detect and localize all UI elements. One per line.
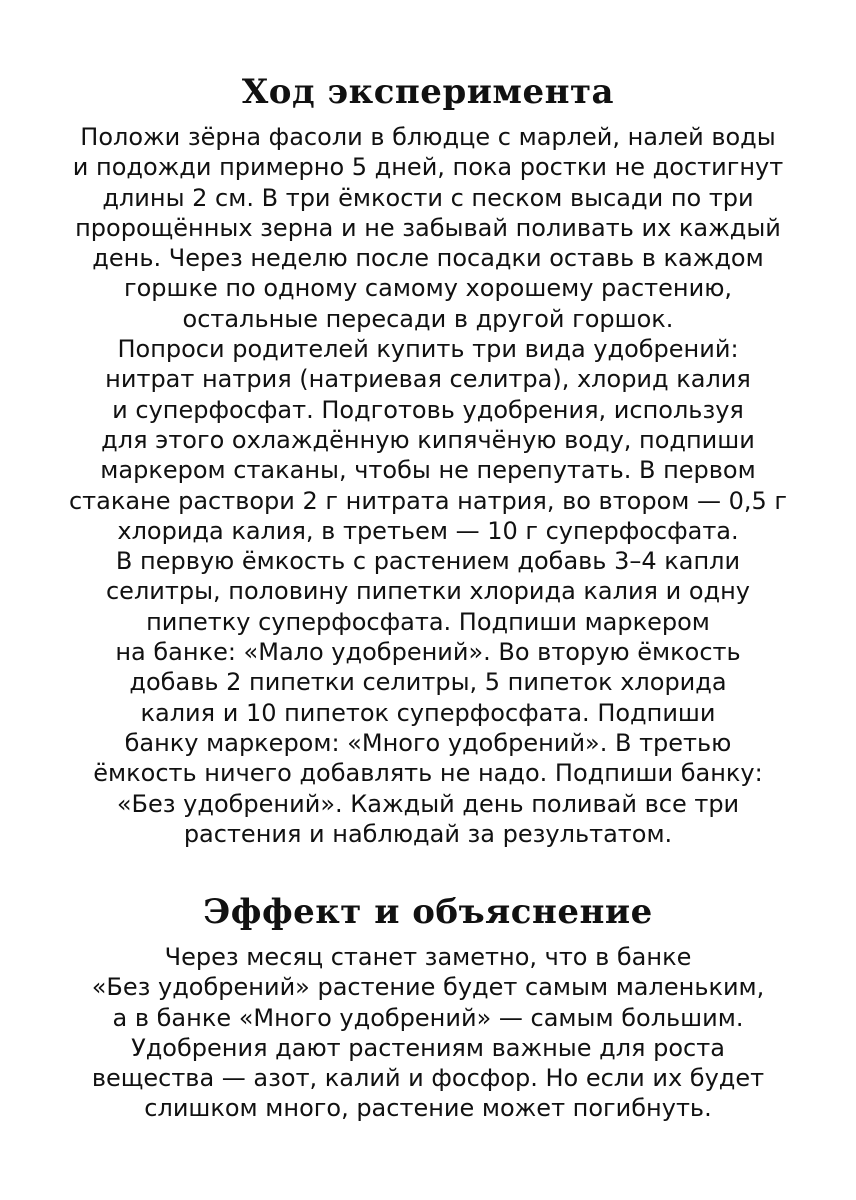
text-line: нитрат натрия (натриевая селитра), хлорид калия bbox=[105, 365, 751, 394]
text-line: В первую ёмкость с растением добавь 3–4 капли bbox=[115, 547, 741, 576]
text-line: а в банке «Много удобрений» — самым большим. bbox=[112, 1003, 744, 1032]
text-line: для этого охлаждённую кипячёную воду, подпиши bbox=[101, 425, 755, 454]
text-line: стакане раствори 2 г нитрата натрия, во втором — 0,5 г bbox=[68, 486, 788, 515]
effect-heading: Эффект и объяснение bbox=[203, 892, 653, 932]
text-line: длины 2 см. В три ёмкости с песком высади по три bbox=[102, 183, 754, 212]
text-line: добавь 2 пипетки селитры, 5 пипеток хлорида bbox=[129, 668, 727, 697]
effect-section bbox=[60, 890, 796, 1124]
effect-text bbox=[60, 942, 796, 1124]
text-line: селитры, половину пипетки хлорида калия и одну bbox=[105, 577, 751, 606]
text-line: день. Через неделю после посадки оставь в каждом bbox=[92, 244, 764, 273]
text-line: хлорида калия, в третьем — 10 г суперфосфата. bbox=[117, 516, 739, 545]
text-line: «Без удобрений». Каждый день поливай все три bbox=[116, 789, 740, 818]
text-line: пророщённых зерна и не забывай поливать их каждый bbox=[75, 213, 781, 242]
text-line: растения и наблюдай за результатом. bbox=[183, 819, 673, 848]
experiment-heading: Ход эксперимента bbox=[241, 72, 615, 112]
text-line: и подожди примерно 5 дней, пока ростки не достигнут bbox=[72, 153, 784, 182]
text-line: банку маркером: «Много удобрений». В третью bbox=[124, 728, 732, 757]
text-line: пипетку суперфосфата. Подпиши маркером bbox=[146, 607, 710, 636]
text-line: Попроси родителей купить три вида удобрений: bbox=[117, 335, 739, 364]
text-line: ёмкость ничего добавлять не надо. Подпиши банку: bbox=[93, 759, 763, 788]
experiment-text bbox=[60, 122, 796, 849]
text-line: слишком много, растение может погибнуть. bbox=[144, 1094, 712, 1123]
text-line: «Без удобрений» растение будет самым маленьким, bbox=[91, 973, 765, 1002]
text-line: остальные пересади в другой горшок. bbox=[182, 304, 674, 333]
text-line: калия и 10 пипеток суперфосфата. Подпиши bbox=[140, 698, 716, 727]
text-line: и суперфосфат. Подготовь удобрения, используя bbox=[112, 395, 744, 424]
text-line: Положи зёрна фасоли в блюдце с марлей, налей воды bbox=[80, 123, 776, 151]
text-line: на банке: «Мало удобрений». Во вторую ёмкость bbox=[115, 638, 741, 667]
text-line: Удобрения дают растениям важные для роста bbox=[131, 1033, 725, 1062]
text-line: Через месяц станет заметно, что в банке bbox=[164, 943, 692, 971]
text-line: вещества — азот, калий и фосфор. Но если их будет bbox=[91, 1064, 765, 1093]
experiment-section bbox=[60, 70, 796, 849]
text-line: маркером стаканы, чтобы не перепутать. В первом bbox=[100, 456, 756, 485]
text-line: горшке по одному самому хорошему растению, bbox=[123, 274, 733, 303]
